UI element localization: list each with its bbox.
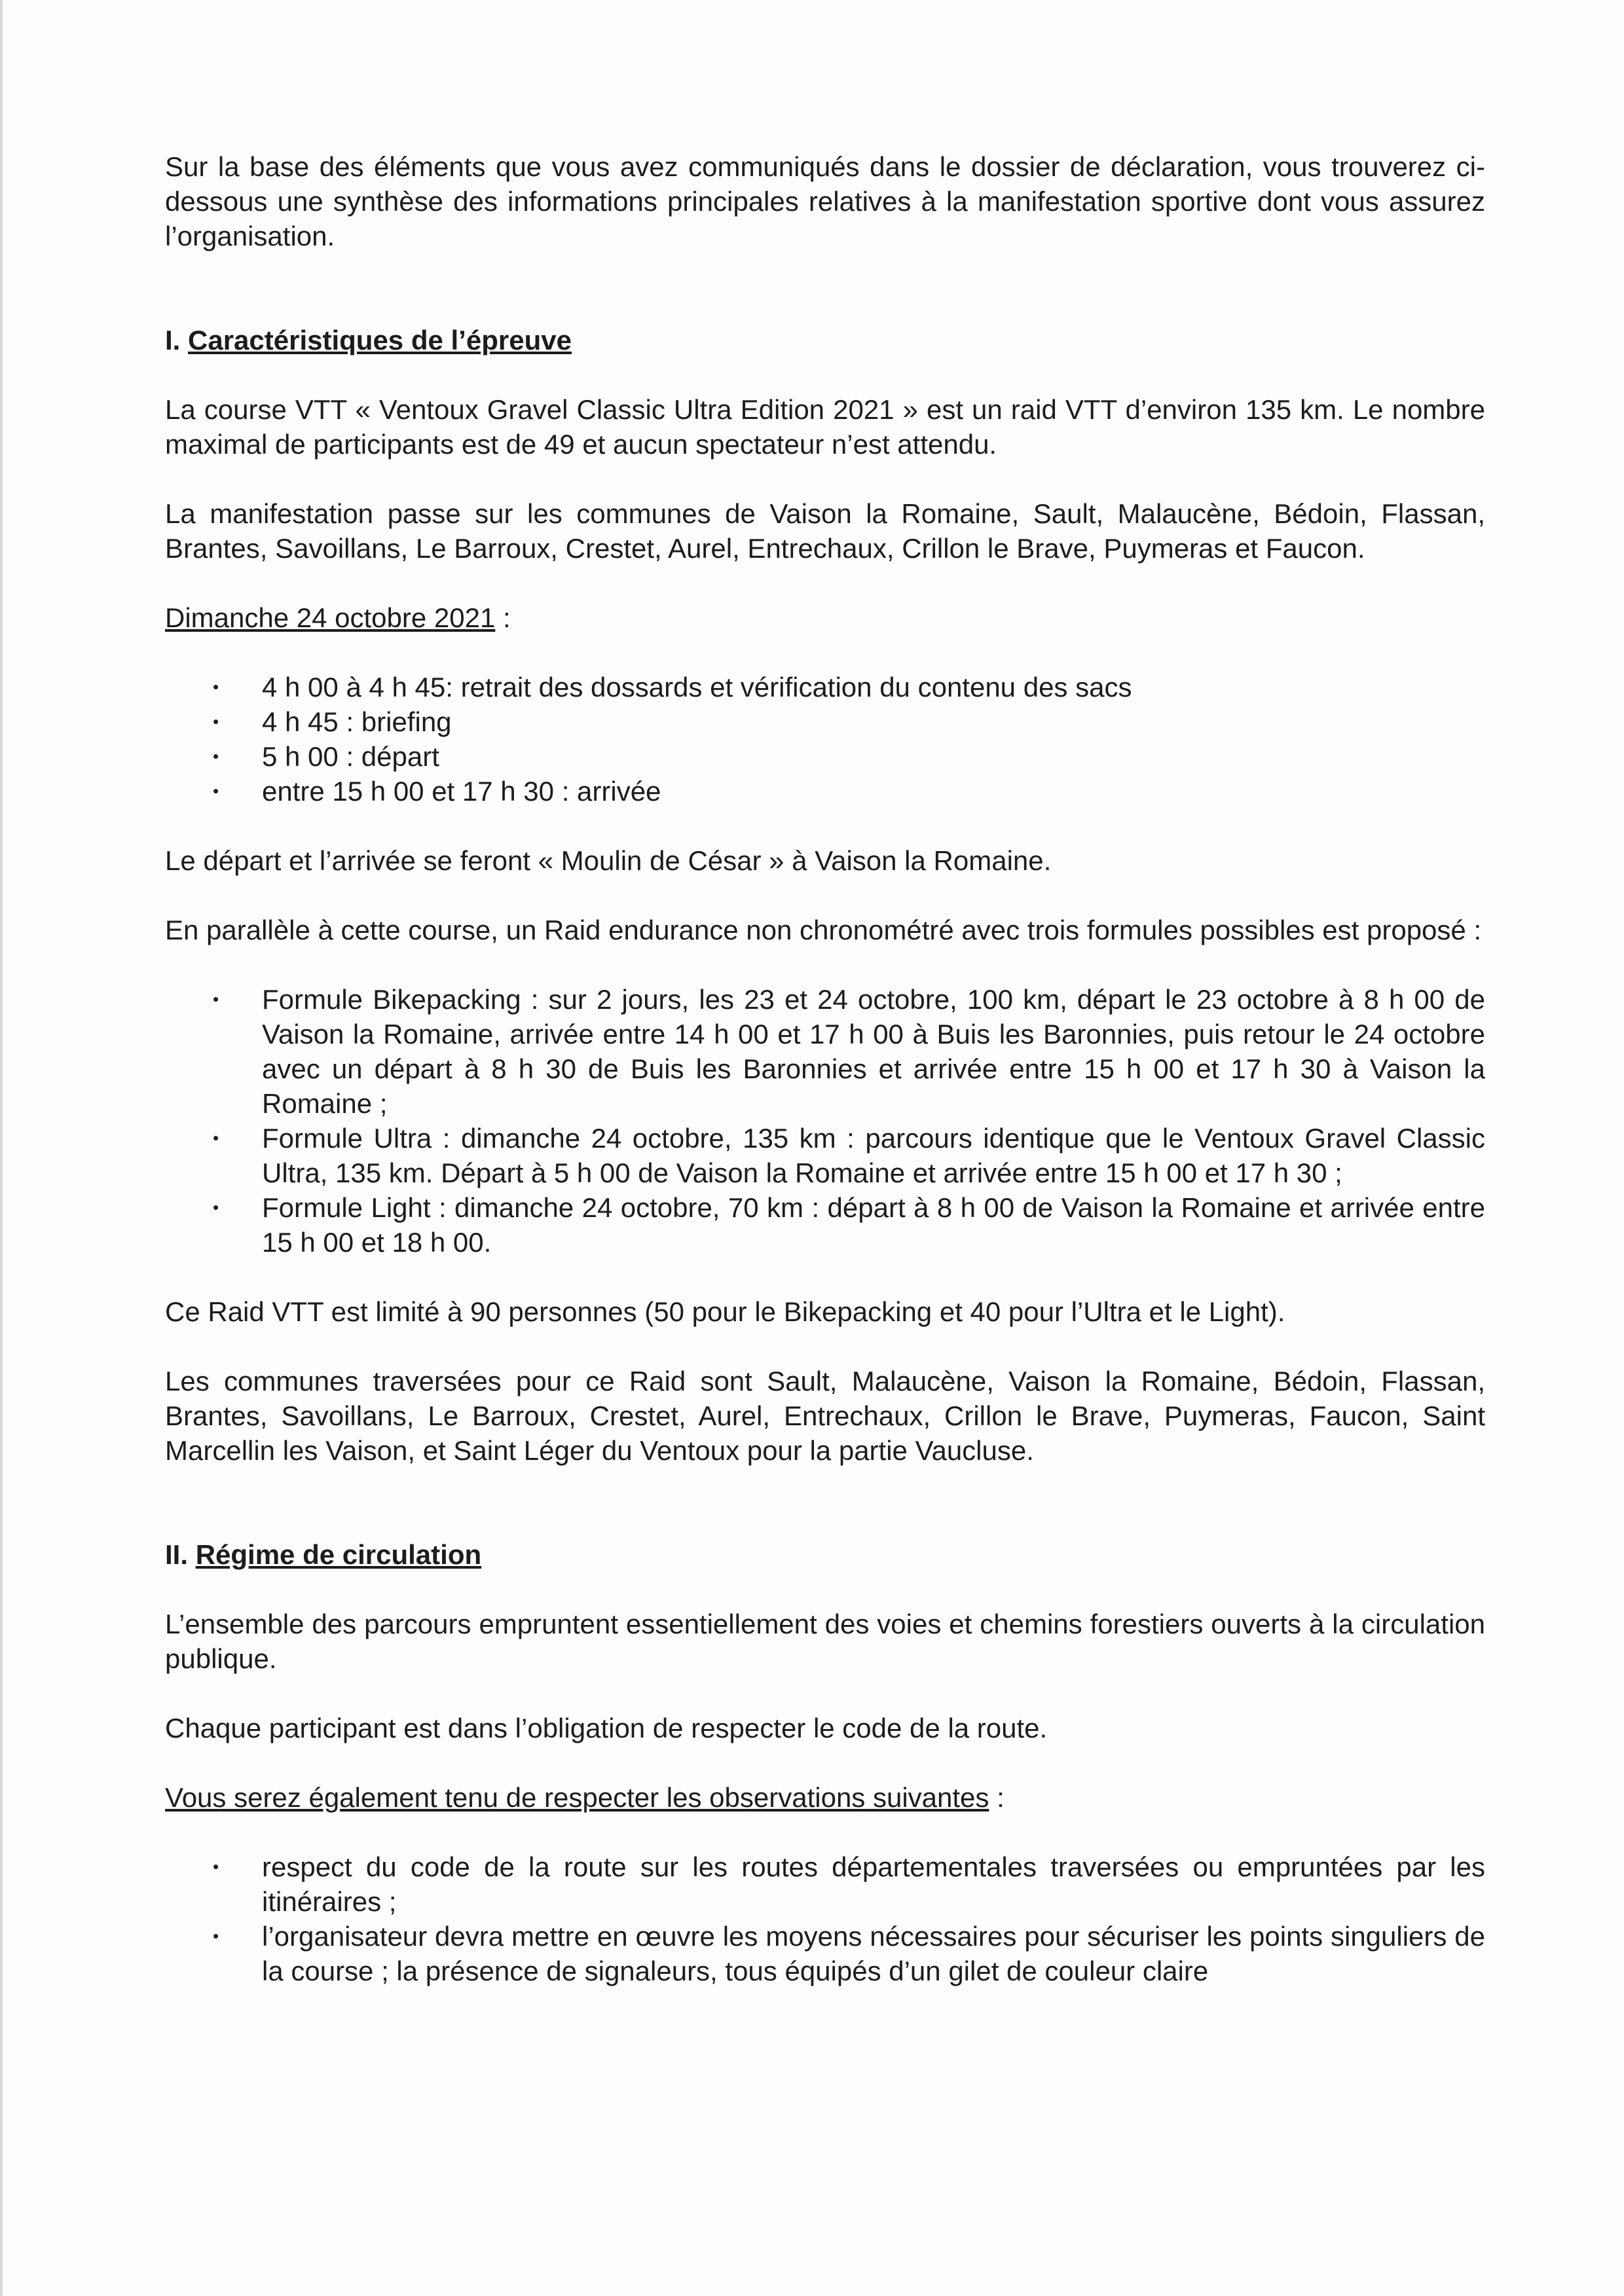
list-item: • Formule Light : dimanche 24 octobre, 70 km : départ à 8 h 00 de Vaison la Romaine et arrivée entre 15 h 00 et 18 h 00. [165, 1190, 1485, 1260]
list-item: • Formule Bikepacking : sur 2 jours, les 23 et 24 octobre, 100 km, départ le 23 octobre à 8 h 00 de Vaison la Romaine, arrivée entre 14 h 00 et 17 h 00 à Buis les Baronnies, puis retour le 24 octobre avec un départ à 8 h 30 de Buis les Baronnies et arrivée entre 15 h 00 et 17 h 30 à Vaison la Romaine ; [165, 982, 1485, 1121]
bullet-icon: • [213, 746, 219, 766]
list-item: • entre 15 h 00 et 17 h 30 : arrivée [165, 774, 1485, 809]
schedule-list [165, 670, 1485, 809]
raid-limit-paragraph: Ce Raid VTT est limité à 90 personnes (50 pour le Bikepacking et 40 pour l’Ultra et le Light). [165, 1296, 1285, 1327]
bullet-icon: • [213, 1926, 219, 1946]
list-item: • 4 h 00 à 4 h 45: retrait des dossards et vérification du contenu des sacs [165, 670, 1485, 704]
section-1-number: I. [165, 325, 181, 355]
date-label: Dimanche 24 octobre 2021 [165, 602, 496, 633]
routes-paragraph: L’ensemble des parcours empruntent essentiellement des voies et chemins forestiers ouverts à la circulation publique. [165, 1609, 1485, 1674]
list-item: • 4 h 45 : briefing [165, 704, 1485, 739]
observations-heading [165, 1780, 1485, 1815]
document-body [165, 149, 1485, 1988]
section-2-title: Régime de circulation [195, 1539, 482, 1570]
intro-paragraph: Sur la base des éléments que vous avez communiqués dans le dossier de déclaration, vous trouverez ci-dessous une synthèse des informations principales relatives à la manifestation sportive dont vous assurez l’organisation. [165, 151, 1485, 251]
scan-edge [0, 0, 3, 2296]
observations-suffix: : [989, 1782, 1005, 1813]
bullet-icon: • [213, 1128, 219, 1148]
date-suffix: : [495, 602, 511, 633]
observations-label: Vous serez également tenu de respecter les observations suivantes [165, 1782, 989, 1813]
observations-list [165, 1850, 1485, 1988]
list-item: • l’organisateur devra mettre en œuvre les moyens nécessaires pour sécuriser les points singuliers de la course ; la présence de signaleurs, tous équipés d’un gilet de couleur claire [165, 1919, 1485, 1988]
section-1-heading [165, 323, 1485, 357]
list-item: • respect du code de la route sur les routes départementales traversées ou empruntées par les itinéraires ; [165, 1850, 1485, 1919]
list-item: • 5 h 00 : départ [165, 739, 1485, 774]
bullet-icon: • [213, 677, 219, 697]
start-finish-paragraph: Le départ et l’arrivée se feront « Moulin de César » à Vaison la Romaine. [165, 845, 1052, 876]
bullet-icon: • [213, 1857, 219, 1876]
course-description: La course VTT « Ventoux Gravel Classic Ultra Edition 2021 » est un raid VTT d’environ 135 km. Le nombre maximal de participants est de 49 et aucun spectateur n’est attendu. [165, 394, 1485, 460]
bullet-icon: • [213, 989, 219, 1009]
communes-paragraph: La manifestation passe sur les communes de Vaison la Romaine, Sault, Malaucène, Bédoin, Flassan, Brantes, Savoillans, Le Barroux, Crestet, Aurel, Entrechaux, Crillon le Brave, Puymeras et Faucon. [165, 498, 1485, 564]
bullet-icon: • [213, 781, 219, 801]
bullet-icon: • [213, 712, 219, 731]
section-2-heading [165, 1537, 1485, 1572]
date-heading [165, 600, 1485, 635]
section-2-number: II. [165, 1539, 189, 1570]
bullet-icon: • [213, 1197, 219, 1217]
raid-intro-paragraph: En parallèle à cette course, un Raid endurance non chronométré avec trois formules possibles est proposé : [165, 915, 1482, 945]
traffic-code-paragraph: Chaque participant est dans l’obligation de respecter le code de la route. [165, 1713, 1048, 1743]
raid-communes-paragraph: Les communes traversées pour ce Raid sont Sault, Malaucène, Vaison la Romaine, Bédoin, Flassan, Brantes, Savoillans, Le Barroux, Crestet, Aurel, Entrechaux, Crillon le Brave, Puymeras, Faucon, Saint Marcellin les Vaison, et Saint Léger du Ventoux pour la partie Vaucluse. [165, 1366, 1485, 1466]
formulas-list [165, 982, 1485, 1260]
list-item: • Formule Ultra : dimanche 24 octobre, 135 km : parcours identique que le Ventoux Gravel Classic Ultra, 135 km. Départ à 5 h 00 de Vaison la Romaine et arrivée entre 15 h 00 et 17 h 30 ; [165, 1121, 1485, 1190]
section-1-title: Caractéristiques de l’épreuve [188, 325, 572, 355]
